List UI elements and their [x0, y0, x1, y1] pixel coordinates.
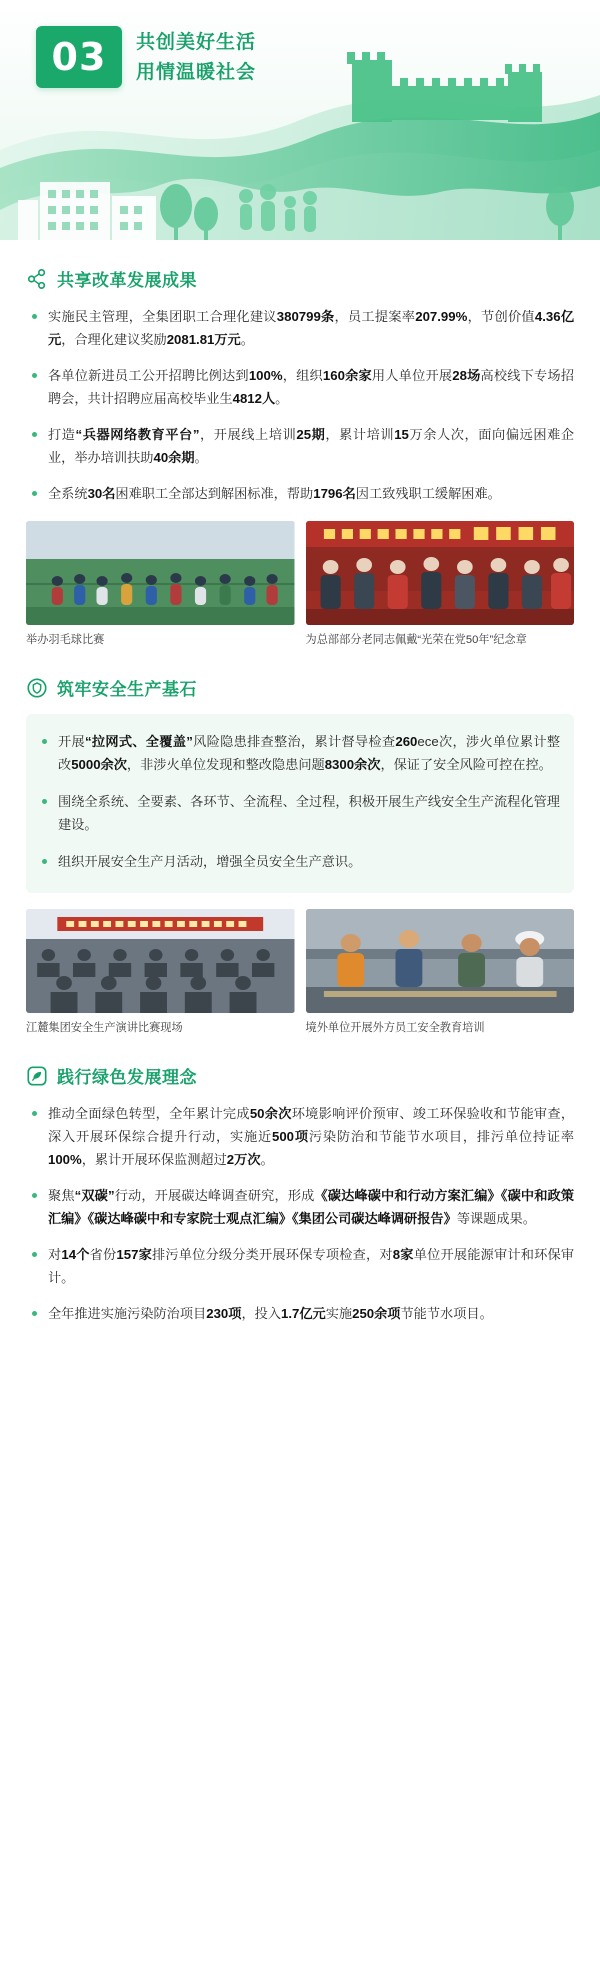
photo-caption: 江麓集团安全生产演讲比赛现场	[26, 1022, 183, 1034]
photo-caption: 为总部部分老同志佩戴“光荣在党50年”纪念章	[305, 634, 527, 646]
section-number: 03	[51, 35, 107, 79]
photo-item	[306, 909, 575, 1037]
section-header	[26, 266, 574, 291]
section-title: 践行绿色发展理念	[57, 1068, 197, 1087]
list-item: 全系统30名困难职工全部达到解困标准，帮助1796名因工致残职工缓解困难。	[30, 482, 574, 505]
photo-caption: 境外单位开展外方员工安全教育培训	[305, 1022, 485, 1034]
list-item: 对14个省份157家排污单位分级分类开展环保专项检查，对8家单位开展能源审计和环保审计。	[30, 1243, 574, 1289]
section-number-badge	[36, 26, 122, 88]
section-share-reform	[0, 266, 600, 649]
safety-speech-contest-photo	[26, 909, 295, 1013]
section-header	[26, 675, 574, 700]
list-item: 围绕全系统、全要素、各环节、全流程、全过程，积极开展生产线安全生产流程化管理建设。	[40, 790, 560, 836]
leaf-box-icon	[26, 1065, 48, 1087]
target-shield-icon	[26, 677, 48, 699]
section-green-development	[0, 1063, 600, 1325]
list-item: 聚焦“双碳”行动，开展碳达峰调查研究，形成《碳达峰碳中和行动方案汇编》《碳中和政策汇编》《碳达峰碳中和专家院士观点汇编》《集团公司碳达峰调研报告》等课题成果。	[30, 1184, 574, 1230]
section-safety-production	[0, 675, 600, 1037]
section-header	[26, 1063, 574, 1088]
photo-item	[26, 521, 295, 649]
photo-row	[26, 909, 574, 1037]
list-item: 全年推进实施污染防治项目230项，投入1.7亿元实施250余项节能节水项目。	[30, 1302, 574, 1325]
banner-title-line1: 共创美好生活	[136, 32, 257, 53]
banner-title	[136, 28, 256, 88]
section-title: 筑牢安全生产基石	[57, 680, 197, 699]
banner-title-line2: 用情温暖社会	[136, 62, 257, 83]
section-title: 共享改革发展成果	[57, 271, 197, 290]
bullet-list	[30, 1102, 574, 1325]
list-item: 组织开展安全生产月活动，增强全员安全生产意识。	[40, 850, 560, 873]
list-item: 打造“兵器网络教育平台”，开展线上培训25期，累计培训15万余人次，面向偏远困难企业，举办培训扶助40余期。	[30, 423, 574, 469]
overseas-safety-training-photo	[306, 909, 575, 1013]
share-nodes-icon	[26, 268, 48, 290]
party-anniversary-photo	[306, 521, 575, 625]
photo-item	[26, 909, 295, 1037]
bullet-list	[40, 730, 560, 873]
photo-item	[306, 521, 575, 649]
photo-row	[26, 521, 574, 649]
list-item: 开展“拉网式、全覆盖”风险隐患排查整治，累计督导检查260ece次，涉火单位累计整改5000余次，非涉火单位发现和整改隐患问题8300余次，保证了安全风险可控在控。	[40, 730, 560, 776]
list-item: 推动全面绿色转型，全年累计完成50余次环境影响评价预审、竣工环保验收和节能审查，深入开展环保综合提升行动，实施近500项污染防治和节能节水项目，排污单位持证率100%，累计开展环保监测超过2万次。	[30, 1102, 574, 1171]
bullet-list	[30, 305, 574, 505]
badminton-match-photo	[26, 521, 295, 625]
list-item: 实施民主管理，全集团职工合理化建议380799条，员工提案率207.99%，节创价值4.36亿元，合理化建议奖励2081.81万元。	[30, 305, 574, 351]
page-bottom-spacer	[0, 1338, 600, 1362]
photo-caption: 举办羽毛球比赛	[26, 634, 105, 646]
list-item: 各单位新进员工公开招聘比例达到100%，组织160余家用人单位开展28场高校线下专场招聘会，共计招聘应届高校毕业生4812人。	[30, 364, 574, 410]
highlighted-panel	[26, 714, 574, 893]
page-banner	[0, 0, 600, 240]
